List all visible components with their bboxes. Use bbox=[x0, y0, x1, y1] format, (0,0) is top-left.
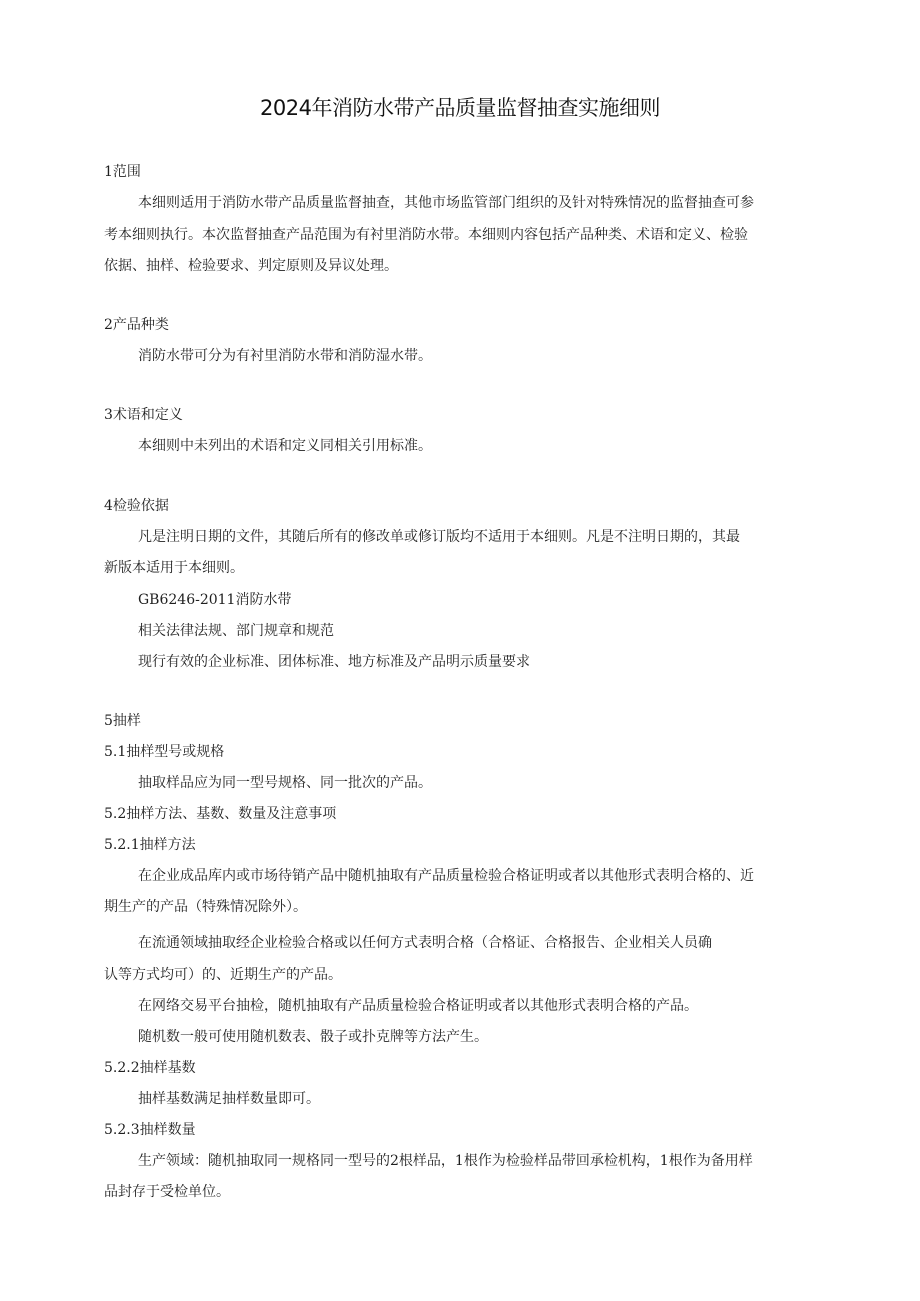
subsection-heading: 5.2.3抽样数量 bbox=[104, 1122, 196, 1138]
paragraph-line: 在企业成品库内或市场待销产品中随机抽取有产品质量检验合格证明或者以其他形式表明合格的、近 bbox=[138, 868, 754, 884]
section-heading-terms: 3术语和定义 bbox=[104, 407, 183, 423]
reference-item: 现行有效的企业标准、团体标准、地方标准及产品明示质量要求 bbox=[138, 654, 530, 670]
paragraph-line: 在流通领域抽取经企业检验合格或以任何方式表明合格（合格证、合格报告、企业相关人员确 bbox=[138, 935, 712, 951]
paragraph-line: 在网络交易平台抽检，随机抽取有产品质量检验合格证明或者以其他形式表明合格的产品。 bbox=[138, 998, 698, 1014]
subsection-heading: 5.2.2抽样基数 bbox=[104, 1060, 196, 1076]
paragraph-line: 本细则中未列出的术语和定义同相关引用标准。 bbox=[138, 438, 432, 454]
paragraph-line: 品封存于受检单位。 bbox=[104, 1184, 230, 1200]
paragraph-line: 消防水带可分为有衬里消防水带和消防湿水带。 bbox=[138, 348, 432, 364]
paragraph-line: 期生产的产品（特殊情况除外）。 bbox=[104, 899, 307, 915]
paragraph-line: 生产领域：随机抽取同一规格同一型号的2根样品，1根作为检验样品带回承检机构，1根作为备用样 bbox=[138, 1153, 753, 1169]
paragraph-line: 抽样基数满足抽样数量即可。 bbox=[138, 1091, 320, 1107]
paragraph-line: 随机数一般可使用随机数表、骰子或扑克牌等方法产生。 bbox=[138, 1029, 488, 1045]
section-heading-inspection-basis: 4检验依据 bbox=[104, 498, 169, 514]
reference-standard: GB6246-2011消防水带 bbox=[138, 592, 292, 608]
paragraph-line: 考本细则执行。本次监督抽查产品范围为有衬里消防水带。本细则内容包括产品种类、术语和定义、检验 bbox=[104, 227, 748, 243]
reference-item: 相关法律法规、部门规章和规范 bbox=[138, 623, 334, 639]
paragraph-line: 认等方式均可）的、近期生产的产品。 bbox=[104, 967, 342, 983]
section-heading-scope: 1范围 bbox=[104, 164, 141, 180]
paragraph-line: 新版本适用于本细则。 bbox=[104, 560, 244, 576]
paragraph-line: 依据、抽样、检验要求、判定原则及异议处理。 bbox=[104, 258, 398, 274]
section-heading-sampling: 5抽样 bbox=[104, 713, 141, 729]
section-heading-product-types: 2产品种类 bbox=[104, 317, 169, 333]
document-title: 2024年消防水带产品质量监督抽查实施细则 bbox=[260, 96, 660, 120]
subsection-heading: 5.2.1抽样方法 bbox=[104, 837, 196, 853]
subsection-heading: 5.2抽样方法、基数、数量及注意事项 bbox=[104, 806, 337, 822]
paragraph-line: 凡是注明日期的文件，其随后所有的修改单或修订版均不适用于本细则。凡是不注明日期的，其最 bbox=[138, 529, 740, 545]
paragraph-line: 抽取样品应为同一型号规格、同一批次的产品。 bbox=[138, 775, 432, 791]
subsection-heading: 5.1抽样型号或规格 bbox=[104, 744, 225, 760]
paragraph-line: 本细则适用于消防水带产品质量监督抽查，其他市场监管部门组织的及针对特殊情况的监督抽查可参 bbox=[138, 195, 754, 211]
